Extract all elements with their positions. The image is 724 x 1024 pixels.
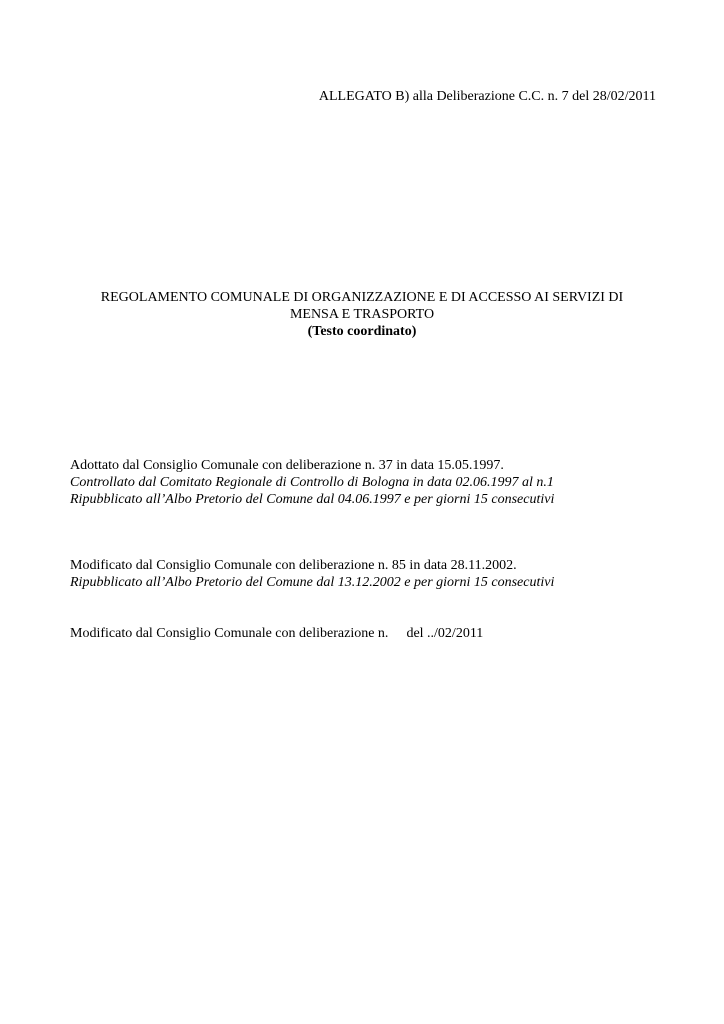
attachment-reference: ALLEGATO B) alla Deliberazione C.C. n. 7 del 28/02/2011	[318, 89, 656, 104]
regulation-title-block	[70, 289, 654, 340]
republication-statement-2002: Ripubblicato all’Albo Pretorio del Comune dal 13.12.2002 e per giorni 15 consecutivi	[70, 575, 555, 590]
control-statement: Controllato dal Comitato Regionale di Controllo di Bologna in data 02.06.1997 al n.1	[70, 475, 554, 490]
republication-statement-1997: Ripubblicato all’Albo Pretorio del Comune dal 04.06.1997 e per giorni 15 consecutivi	[70, 492, 555, 507]
adoption-history	[70, 457, 554, 508]
modification-history-2002	[70, 557, 554, 591]
regulation-title-line-2: MENSA E TRASPORTO	[289, 307, 435, 322]
adoption-statement: Adottato dal Consiglio Comunale con deliberazione n. 37 in data 15.05.1997.	[70, 458, 504, 473]
modification-statement-2011: Modificato dal Consiglio Comunale con deliberazione n.	[70, 626, 389, 641]
modification-statement-2002: Modificato dal Consiglio Comunale con deliberazione n. 85 in data 28.11.2002.	[70, 558, 517, 573]
modification-date-2011: del ../02/2011	[406, 626, 484, 641]
regulation-title-line-1: REGOLAMENTO COMUNALE DI ORGANIZZAZIONE E DI ACCESSO AI SERVIZI DI	[100, 290, 624, 305]
regulation-subtitle: (Testo coordinato)	[307, 324, 417, 339]
modification-history-2011	[70, 625, 483, 642]
